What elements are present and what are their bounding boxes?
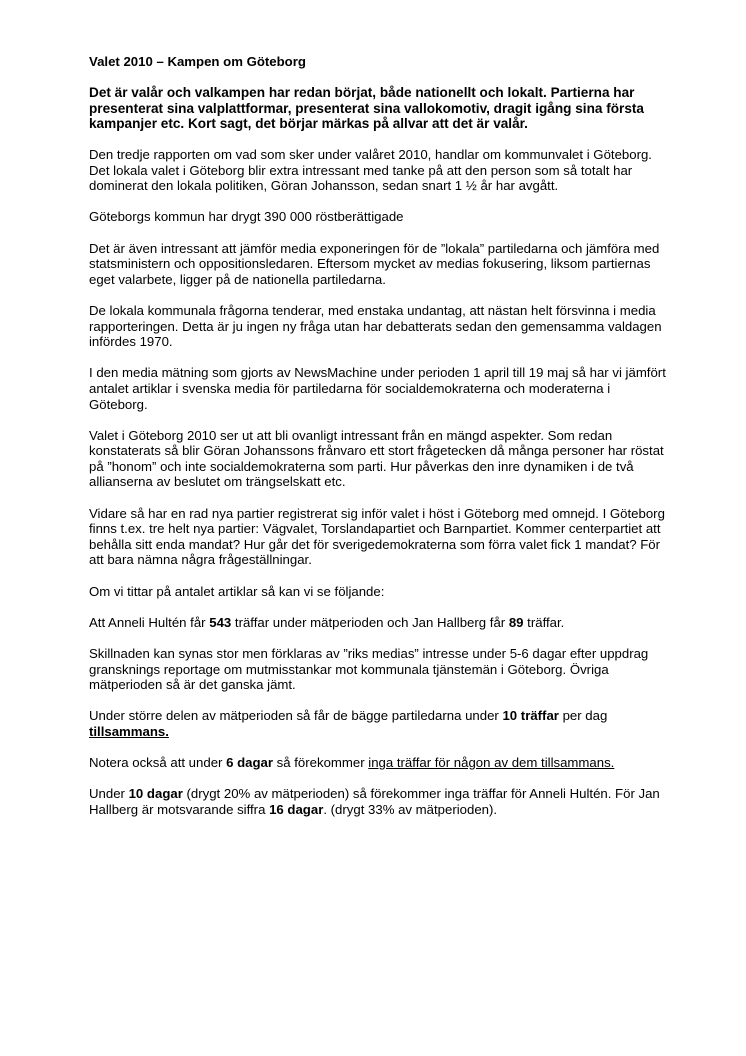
p13-text-e: . (drygt 33% av mätperioden). [323,801,498,817]
document-page [89,54,669,833]
paragraph-5: I den media mätning som gjorts av NewsMachine under perioden 1 april till 19 maj så har vi jämfört antalet artiklar i svenska media för partiledarna för socialdemokraterna och moderaterna i Göteborg. [89,365,666,412]
p9-text-e: träffar. [523,614,565,630]
paragraph-9 [89,615,669,631]
p11-text-a: Under större delen av mätperioden så får de bägge partiledarna under [89,708,503,724]
p13-text-a: Under [89,786,129,802]
p12-text-c: så förekommer [273,755,369,771]
paragraph-3: Det är även intressant att jämför media exponeringen för de ”lokala” partiledarna och jämföra med statsministern och oppositionsledaren. Eftersom mycket av medias fokusering, liksom partiernas eget valarbete, ligger på de nationella partiledarna. [89,240,660,287]
p11-text-c: per dag [558,708,608,724]
hallberg-zero-days: 16 dagar [269,801,324,817]
paragraph-6: Valet i Göteborg 2010 ser ut att bli ovanligt intressant från en mängd aspekter. Som redan konstaterats så blir Göran Johanssons frånvaro ett stort frågetecken då många personer har röstat på ”honom” och inte socialdemokraterna som parti. Hur påverkas den inre dynamiken i de två allianserna av beslutet om trängselskatt etc. [89,427,664,490]
paragraph-10: Skillnaden kan synas stor men förklaras av ”riks medias” intresse under 5-6 dagar efter uppdrag gransknings reportage om mutmisstankar mot kommunala tjänstemän i Göteborg. Övriga mätperioden så är det ganska jämt. [89,646,649,693]
paragraph-12 [89,755,669,771]
paragraph-13 [89,786,669,817]
lead-paragraph: Det är valår och valkampen har redan börjat, både nationellt och lokalt. Partierna har presenterat sina valplattformar, presenterat sina vallokomotiv, dragit igång sina första kampanjer etc. Kort sagt, det börjar märkas på allvar att det är valår. [89,85,644,131]
no-hits-underlined: inga träffar för någon av dem tillsammans. [368,755,615,771]
together-emphasis: tillsammans. [89,723,169,739]
p9-text-c: träffar under mätperioden och Jan Hallberg får [231,614,509,630]
paragraph-7: Vidare så har en rad nya partier registrerat sig inför valet i höst i Göteborg med omnejd. I Göteborg finns t.ex. tre helt nya partier: Vägvalet, Torslandapartiet och Barnpartiet. Kommer centerpartiet att behålla sitt enda mandat? Hur går det för sverigedemokraterna som förra valet fick 1 mandat? För att bara nämna några frågeställningar. [89,505,665,568]
paragraph-4: De lokala kommunala frågorna tenderar, med enstaka undantag, att nästan helt försvinna i media rapporteringen. Detta är ju ingen ny fråga utan har debatterats sedan den gemensamma valdagen infördes 1970. [89,302,662,350]
daily-hits-emphasis: 10 träffar [502,708,559,724]
hits-count-hallberg: 89 [508,614,524,630]
zero-days-emphasis: 6 dagar [226,755,273,771]
paragraph-1: Den tredje rapporten om vad som sker under valåret 2010, handlar om kommunvalet i Göteborg. Det lokala valet i Göteborg blir extra intressant med tanke på att den person som så totalt har dominerat den lokala politiken, Göran Johansson, sedan snart 1 ½ år har avgått. [89,147,652,194]
p9-text-a: Att Anneli Hultén får [89,614,210,630]
paragraph-8: Om vi tittar på antalet artiklar så kan vi se följande: [89,583,385,599]
hits-count-hulten: 543 [209,614,232,630]
paragraph-2: Göteborgs kommun har drygt 390 000 röstberättigade [89,209,404,225]
hulten-zero-days: 10 dagar [128,786,183,802]
paragraph-11 [89,708,669,739]
document-title: Valet 2010 – Kampen om Göteborg [89,54,306,69]
p13-text-c: (drygt 20% av mätperioden) så förekommer inga träffar för Anneli Hultén. För Jan Hallberg är motsvarande siffra [89,786,660,817]
p12-text-a: Notera också att under [89,755,227,771]
